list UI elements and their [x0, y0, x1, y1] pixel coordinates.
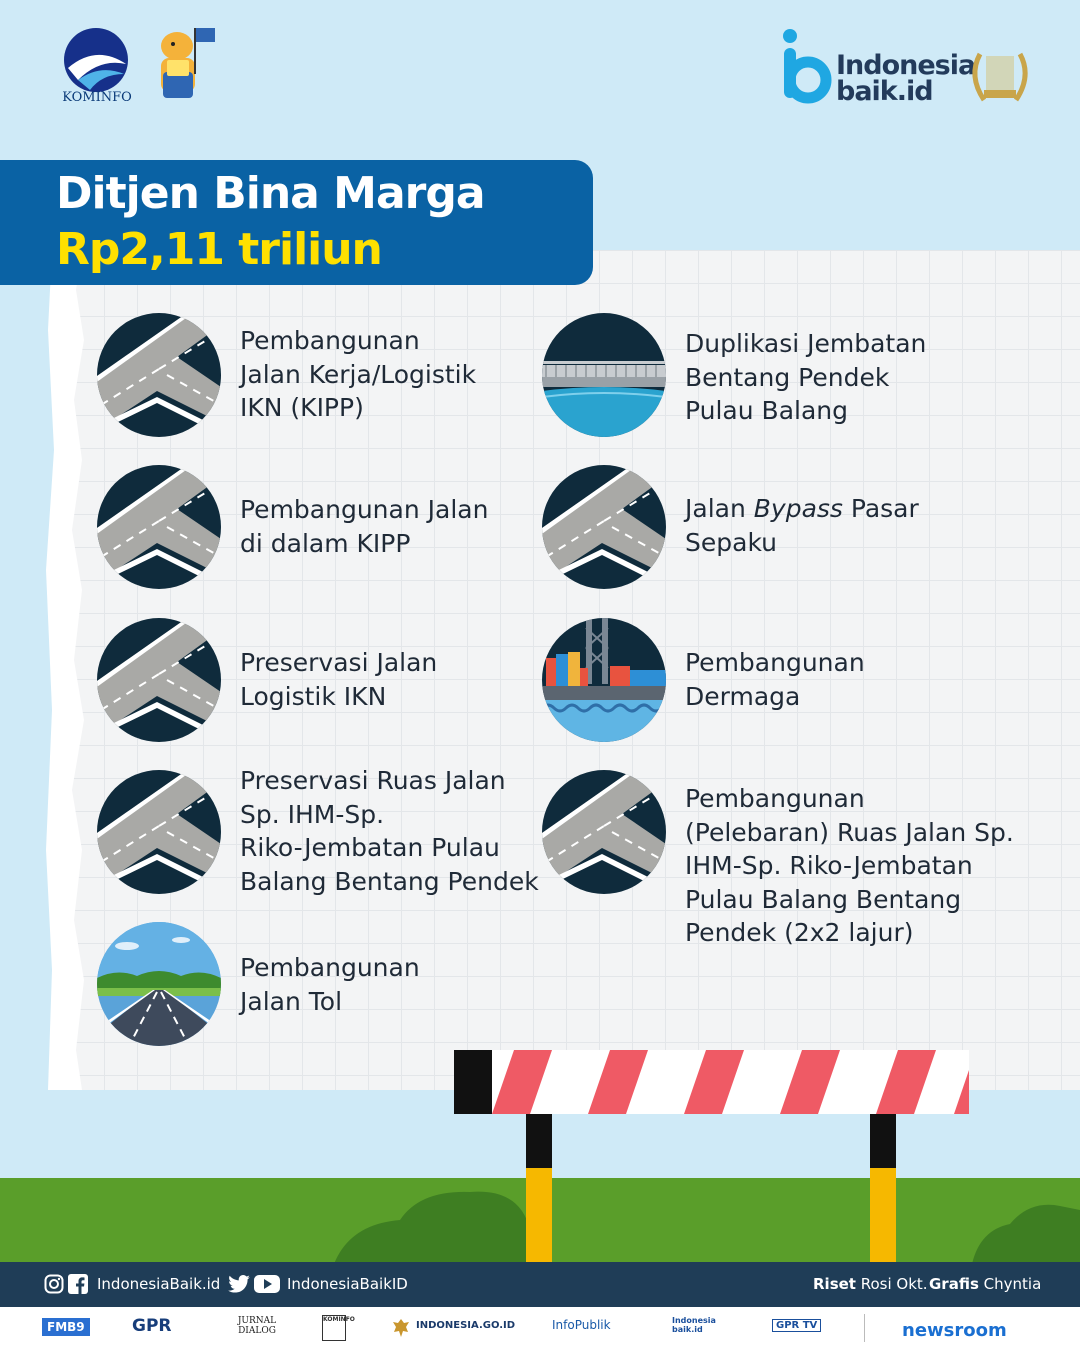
credit-grafis: Grafis Chyntia [929, 1275, 1042, 1293]
partner-logo-infopublik: InfoPublik [552, 1318, 611, 1332]
bridge-icon [542, 313, 666, 437]
partner-logo-fmb9: FMB9 [42, 1318, 90, 1336]
road-junction-icon [542, 770, 666, 894]
social-handle-web: IndonesiaBaik.id [97, 1275, 221, 1293]
item-label: Pembangunan Jalan di dalam KIPP [240, 495, 489, 558]
budget-amount: Rp2,11 triliun [56, 224, 382, 275]
partner-logo-newsroom: newsroom [902, 1320, 1007, 1341]
footer-divider [864, 1314, 865, 1342]
indonesia-baik-logo-icon [782, 28, 830, 104]
twitter-icon[interactable] [228, 1275, 250, 1293]
item-label: Pembangunan Jalan Tol [240, 953, 420, 1016]
road-junction-icon [97, 618, 221, 742]
toll-road-icon [97, 922, 221, 1046]
credit-riset: Riset Rosi Okt. [813, 1275, 928, 1293]
item-label: Preservasi Jalan Logistik IKN [240, 648, 438, 711]
item-label: Preservasi Ruas Jalan Sp. IHM-Sp. Riko-Jembatan Pulau Balang Bentang Pendek [240, 766, 539, 896]
road-junction-icon [97, 313, 221, 437]
page-title: Ditjen Bina Marga [56, 168, 485, 219]
torn-paper-edge [38, 250, 98, 1090]
facebook-icon[interactable] [68, 1274, 88, 1294]
partner-logo-jurnal-dialog: JURNAL DIALOG [237, 1316, 277, 1336]
item-label: Pembangunan Jalan Kerja/Logistik IKN (KIPP) [240, 326, 477, 423]
partner-logo-kominfo: KOMINFO [322, 1315, 346, 1341]
garuda-emblem-icon [392, 1318, 410, 1338]
item-label: Pembangunan Dermaga [685, 648, 865, 711]
kominfo-label: KOMINFO [62, 90, 132, 105]
partner-logo-gpr-tv: GPR TV [772, 1319, 821, 1332]
partner-logo-indonesia-go-id: INDONESIA.GO.ID [416, 1320, 516, 1331]
partner-logo-indonesiabaik: Indonesia baik.id [672, 1316, 716, 1334]
item-label: Duplikasi Jembatan Bentang Pendek Pulau Balang [685, 329, 927, 426]
road-junction-icon [97, 465, 221, 589]
brand-name-line1: Indonesia [836, 50, 976, 81]
instagram-icon[interactable] [44, 1274, 64, 1294]
road-junction-icon [97, 770, 221, 894]
road-junction-icon [542, 465, 666, 589]
youtube-icon[interactable] [254, 1275, 280, 1293]
tv-digital-mascot-icon [145, 24, 217, 106]
wsis-prize-laurel-icon [966, 46, 1034, 110]
social-handle-twitter-youtube: IndonesiaBaikID [287, 1275, 408, 1293]
road-barrier-icon [454, 1050, 969, 1263]
brand-name-line2: baik.id [836, 76, 933, 107]
partner-logo-gpr: GPR [132, 1316, 172, 1336]
item-label: Pembangunan (Pelebaran) Ruas Jalan Sp. IHM-Sp. Riko-Jembatan Pulau Balang Bentang Pendek (2x2 lajur) [685, 784, 1014, 948]
item-label: Jalan Bypass Pasar Sepaku [685, 494, 919, 557]
port-dock-icon [542, 618, 666, 742]
